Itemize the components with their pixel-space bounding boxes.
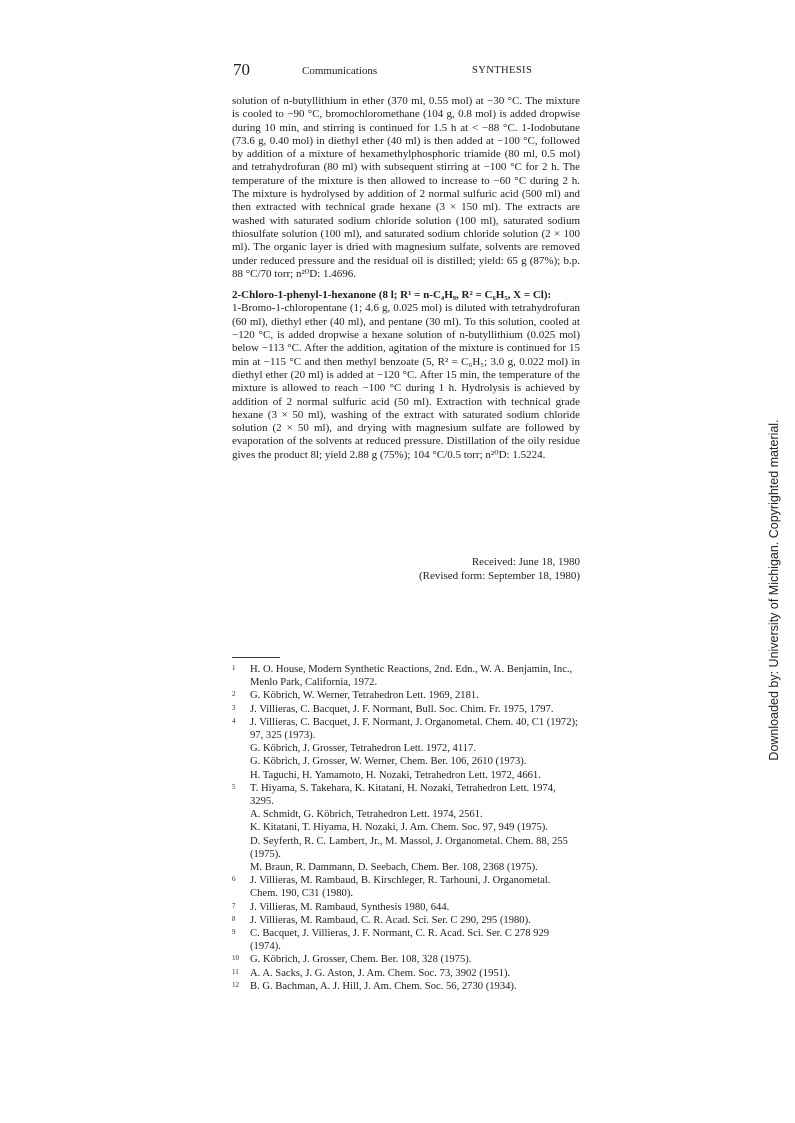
reference-number: 8 <box>232 914 236 923</box>
reference-citation: A. Schmidt, G. Köbrich, Tetrahedron Lett. 1974, 2561. <box>250 809 483 821</box>
reference-item <box>232 980 580 993</box>
reference-citation: G. Köbrich, W. Werner, Tetrahedron Lett. 1969, 2181. <box>250 690 479 702</box>
procedure-paragraph: 1-Bromo-1-chloropentane (1; 4.6 g, 0.025 mol) is diluted with tetrahydrofuran (60 ml), diethyl ether (40 ml), and pentane (30 ml). To this solution, cooled at −120 °C, is added dropwise a hexane solution of n-butyllithium (0.025 mol) below −113 °C. After the addition, agitation of the mixture is continued for 15 min at −115 °C and then methyl benzoate (5, R² = C₆H₅; 3.0 g, 0.022 mol) in diethyl ether (20 ml) is added at −120 °C. After 15 min, the temperature of the mixture is allowed to reach −100 °C during 1 h. Hydrolysis is achieved by addition of 2 normal sulfuric acid (50 ml). Extraction with technical grade hexane (3 × 50 ml), washing of the extract with saturated sodium chloride solution (2 × 50 ml), and drying with magnesium sulfate are followed by evaporation of the solvents at reduced pressure. Distillation of the oily residue gives the product 8l; yield 2.88 g (75%); 104 °C/0.5 torr; n²⁰D: 1.5224. <box>232 302 580 461</box>
reference-citation: K. Kitatani, T. Hiyama, H. Nozaki, J. Am. Chem. Soc. 97, 949 (1975). <box>250 822 548 834</box>
reference-citation: D. Seyferth, R. C. Lambert, Jr., M. Massol, J. Organometal. Chem. 88, 255 (1975). <box>250 835 568 860</box>
journal-name: SYNTHESIS <box>472 65 533 76</box>
reference-item <box>232 901 580 914</box>
reference-item <box>232 703 580 716</box>
reference-number: 11 <box>232 967 239 976</box>
reference-number: 1 <box>232 664 236 672</box>
reference-item <box>232 874 580 900</box>
page-number: 70 <box>233 60 250 79</box>
reference-citation: H. O. House, Modern Synthetic Reactions, 2nd. Edn., W. A. Benjamin, Inc., Menlo Park, California, 1972. <box>250 664 573 689</box>
reference-list <box>232 663 580 993</box>
reference-item <box>232 716 580 782</box>
section-heading: 2-Chloro-1-phenyl-1-hexanone (8 l; R¹ = n-C₄H₉, R² = C₆H₅, X = Cl): <box>232 289 552 302</box>
reference-citation: J. Villieras, M. Rambaud, Synthesis 1980, 644. <box>250 901 450 913</box>
reference-citation: H. Taguchi, H. Yamamoto, H. Nozaki, Tetrahedron Lett. 1972, 4661. <box>250 769 541 781</box>
received-dates <box>320 555 580 584</box>
revised-date: (Revised form: September 18, 1980) <box>419 570 580 583</box>
reference-citation: G. Köbrich, J. Grosser, Tetrahedron Lett. 1972, 4117. <box>250 743 476 755</box>
reference-citation: A. A. Sacks, J. G. Aston, J. Am. Chem. Soc. 73, 3902 (1951). <box>250 967 511 979</box>
reference-item <box>232 663 580 689</box>
reference-number: 4 <box>232 716 236 725</box>
procedure-paragraph: solution of n-butyllithium in ether (370 ml, 0.55 mol) at −30 °C. The mixture is cooled to −90 °C, bromochloromethane (104 g, 0.8 mol) is added dropwise during 10 min, and stirring is continued for 1.5 h at < −88 °C. 1-Iodobutane (73.6 g, 0.40 mol) in diethyl ether (40 ml) is then added at −100 °C, followed by addition of a mixture of hexamethylphosphoric triamide (80 ml, 0.5 mol) and tetrahydrofuran (80 ml) with subsequent stirring at −100 °C for 2 h. The temperature of the mixture is then allowed to increase to −60 °C during 2 h. The mixture is hydrolysed by addition of 2 normal sulfuric acid (500 ml) and then extracted with technical grade hexane (3 × 150 ml). The extracts are washed with saturated sodium chloride solution (100 ml), saturated sodium thiosulfate solution (100 ml), and saturated sodium chloride solution (2 × 100 ml). The organic layer is dried with magnesium sulfate, solvents are removed under reduced pressure and the residual oil is distilled; yield: 65 g (87%); b.p. 88 °C/70 torr; n²⁰D: 1.4696. <box>232 95 580 280</box>
download-notice: Downloaded by: University of Michigan. Copyrighted material. <box>767 419 781 761</box>
reference-number: 3 <box>232 703 236 712</box>
reference-citation: M. Braun, R. Dammann, D. Seebach, Chem. Ber. 108, 2368 (1975). <box>250 862 538 874</box>
reference-citation: J. Villieras, M. Rambaud, B. Kirschleger, R. Tarhouni, J. Organometal. Chem. 190, C31 (1980). <box>250 875 551 900</box>
reference-number: 6 <box>232 875 236 884</box>
main-text-column <box>232 95 580 462</box>
reference-item <box>232 967 580 980</box>
reference-number: 7 <box>232 901 236 910</box>
reference-citation: B. G. Bachman, A. J. Hill, J. Am. Chem. Soc. 56, 2730 (1934). <box>250 980 517 992</box>
reference-item <box>232 953 580 966</box>
procedure-section <box>232 289 580 462</box>
reference-number: 12 <box>232 980 239 989</box>
footnote-divider <box>232 657 280 658</box>
reference-number: 2 <box>232 690 236 699</box>
reference-item <box>232 927 580 953</box>
reference-item <box>232 689 580 702</box>
reference-citation: C. Bacquet, J. Villieras, J. F. Normant, C. R. Acad. Sci. Ser. C 278 929 (1974). <box>250 928 550 953</box>
reference-item <box>232 782 580 874</box>
page-header <box>0 60 795 84</box>
reference-citation: J. Villieras, C. Bacquet, J. F. Normant, Bull. Soc. Chim. Fr. 1975, 1797. <box>250 703 554 715</box>
reference-citation: T. Hiyama, S. Takehara, K. Kitatani, H. Nozaki, Tetrahedron Lett. 1974, 3295. <box>250 782 556 808</box>
reference-number: 10 <box>232 954 239 963</box>
reference-citation: G. Köbrich, J. Grosser, Chem. Ber. 108, 328 (1975). <box>250 954 472 966</box>
received-date: Received: June 18, 1980 <box>471 556 580 568</box>
reference-number: 9 <box>232 928 236 937</box>
running-title: Communications <box>302 65 378 77</box>
reference-citation: J. Villieras, M. Rambaud, C. R. Acad. Sci. Ser. C 290, 295 (1980). <box>250 914 531 926</box>
reference-item <box>232 914 580 927</box>
reference-citation: G. Köbrich, J. Grosser, W. Werner, Chem. Ber. 106, 2610 (1973). <box>250 756 527 768</box>
reference-number: 5 <box>232 782 236 791</box>
spacer <box>232 281 580 289</box>
reference-citation: J. Villieras, C. Bacquet, J. F. Normant, J. Organometal. Chem. 40, C1 (1972); 97, 325 (1973). <box>250 716 578 742</box>
